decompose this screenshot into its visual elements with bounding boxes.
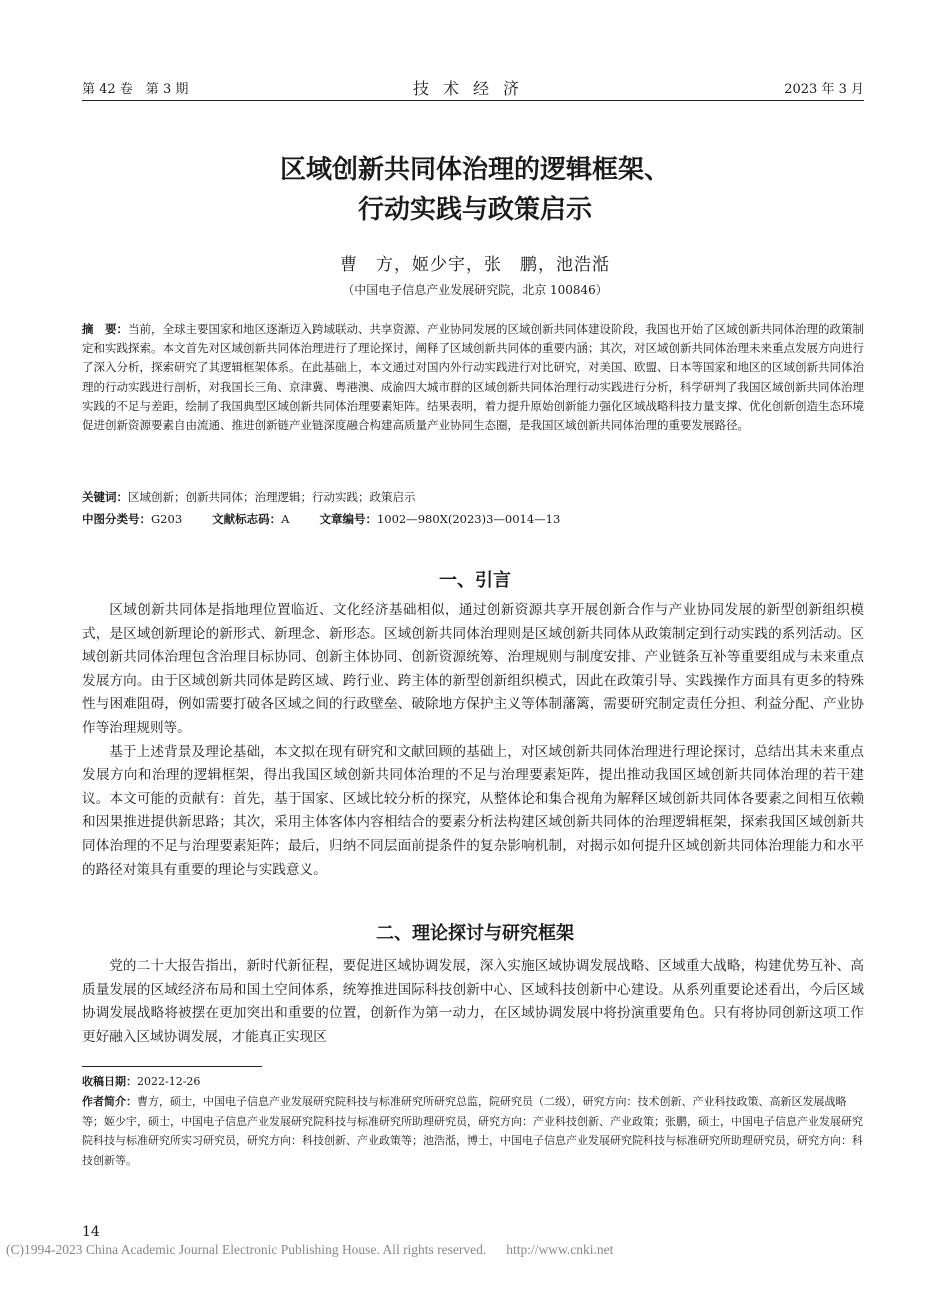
abstract-text: 当前，全球主要国家和地区逐渐迈入跨域联动、共享资源、产业协同发展的区域创新共同体建设阶段，我国也开始了区域创新共同体治理的政策制定和实践探索。本文首先对区域创新共同体治理进行了理论探讨，阐释了区域创新共同体的重要内涵；其次，对区域创新共同体治理未来重点发展方向进行了深入分析，探索研究了其逻辑框架体系。在此基础上，本文通过对国内外行动实践进行对比研究，对美国、欧盟、日本等国家和地区的区域创新共同体治理的行动实践进行剖析，对我国长三角、京津冀、粤港澳、成渝四大城市群的区域创新共同体治理行动实践进行分析，科学研判了我国区域创新共同体治理实践的不足与差距，绘制了我国典型区域创新共同体治理要素矩阵。结果表明，着力提升原始创新能力强化区域战略科技力量支撑、优化创新创造生态环境促进创新资源要素自由流通、推进创新链产业链深度融合构建高质量产业协同生态圈，是我国区域创新共同体治理的重要发展路径。: [82, 322, 864, 433]
paragraph: 区域创新共同体是指地理位置临近、文化经济基础相似，通过创新资源共享开展创新合作与产业协同发展的新型创新组织模式，是区域创新理论的新形式、新理念、新形态。区域创新共同体治理则是区域创新共同体从政策制定到行动实践的系列活动。区域创新共同体治理包含治理目标协同、创新主体协同、创新资源统筹、治理规则与制度安排、产业链条互补等重要组成与未来重点发展方向。由于区域创新共同体是跨区域、跨行业、跨主体的新型创新组织模式，因此在政策引导、实践操作方面具有更多的特殊性与困难阻碍，例如需要打破各区域之间的行政壁垒、破除地方保护主义等体制藩篱，需要研究制定责任分担、利益分配、产业协作等治理规则等。: [82, 602, 864, 736]
page-number: 14: [82, 1224, 100, 1240]
bio-text: 曹方，硕士，中国电子信息产业发展研究院科技与标准研究所研究总监，院研究员（二级），研究方向：技术创新、产业科技政策、高新区发展战略等；姬少宇，硕士，中国电子信息产业发展研究院科技与标准研究所助理研究员，研究方向：产业科技创新、产业政策；张鹏，硕士，中国电子信息产业发展研究院科技与标准研究所实习研究员，研究方向：科技创新、产业政策等；池浩湉，博士，中国电子信息产业发展研究院科技与标准研究所助理研究员，研究方向：科技创新等。: [82, 1095, 863, 1167]
keywords: [82, 489, 864, 505]
journal-name: 技术经济: [412, 79, 533, 98]
cnki-url[interactable]: http://www.cnki.net: [506, 1242, 614, 1257]
received-label: 收稿日期：: [82, 1075, 137, 1088]
clc-value: G203: [151, 512, 183, 526]
article-number-label: 文章编号：: [319, 512, 377, 526]
bio-label: 作者简介：: [82, 1095, 137, 1108]
received-date: [82, 1072, 864, 1092]
affiliation: （中国电子信息产业发展研究院，北京 100846）: [342, 283, 608, 297]
article-title: [0, 150, 950, 230]
section-theory-body: [82, 955, 864, 1049]
section-introduction-body: [82, 599, 864, 882]
paragraph: 基于上述背景及理论基础，本文拟在现有研究和文献回顾的基础上，对区域创新共同体治理进行理论探讨，总结出其未来重点发展方向和治理的逻辑框架，得出我国区域创新共同体治理的不足与治理要素矩阵，提出推动我国区域创新共同体治理的若干建议。本文可能的贡献有：首先，基于国家、区域比较分析的探究，从整体论和集合视角为解释区域创新共同体各要素之间相互依赖和因果推进提供新思路；其次，采用主体客体内容相结合的要素分析法构建区域创新共同体的治理逻辑框架，探索我国区域创新共同体治理的不足与治理要素矩阵；最后，归纳不同层面前提条件的复杂影响机制，对揭示如何提升区域创新共同体治理能力和水平的路径对策具有重要的理论与实践意义。: [82, 743, 864, 878]
classification-line: [82, 511, 864, 527]
abstract: [82, 320, 864, 435]
section-heading-theory: 二、理论探讨与研究框架: [376, 923, 574, 944]
volume-issue: 第 42 卷 第 3 期: [82, 82, 189, 97]
received-value: 2022-12-26: [137, 1075, 201, 1088]
doc-code-label: 文献标志码：: [212, 512, 282, 526]
copyright-notice: [6, 1242, 613, 1258]
header-rule: [82, 100, 864, 101]
abstract-label: 摘 要：: [82, 322, 128, 336]
doc-code-value: A: [281, 512, 290, 526]
section-heading-introduction: 一、引言: [439, 570, 511, 591]
clc-label: 中图分类号：: [82, 512, 151, 526]
keywords-text: 区域创新；创新共同体；治理逻辑；行动实践；政策启示: [128, 490, 416, 504]
footnote-rule: [82, 1066, 262, 1067]
title-line-2: 行动实践与政策启示: [357, 195, 592, 225]
running-head: [82, 76, 864, 98]
copyright-text: (C)1994-2023 China Academic Journal Electronic Publishing House. All rights reserved.: [6, 1242, 487, 1257]
article-number-value: 1002—980X(2023)3—0014—13: [376, 512, 561, 526]
author-list: 曹 方，姬少宇，张 鹏，池浩湉: [340, 255, 610, 275]
issue-date: 2023 年 3 月: [784, 82, 864, 97]
title-line-1: 区域创新共同体治理的逻辑框架、: [279, 155, 670, 185]
author-bio: [82, 1092, 864, 1170]
keywords-label: 关键词：: [82, 490, 128, 504]
paragraph: 党的二十大报告指出，新时代新征程，要促进区域协调发展，深入实施区域协调发展战略、区域重大战略，构建优势互补、高质量发展的区域经济布局和国土空间体系，统筹推进国际科技创新中心、区域科技创新中心建设。从系列重要论述看出，今后区域协调发展战略将被摆在更加突出和重要的位置，创新作为第一动力，在区域协调发展中将扮演重要角色。只有将协同创新这项工作更好融入区域协调发展，才能真正实现区: [82, 958, 864, 1045]
